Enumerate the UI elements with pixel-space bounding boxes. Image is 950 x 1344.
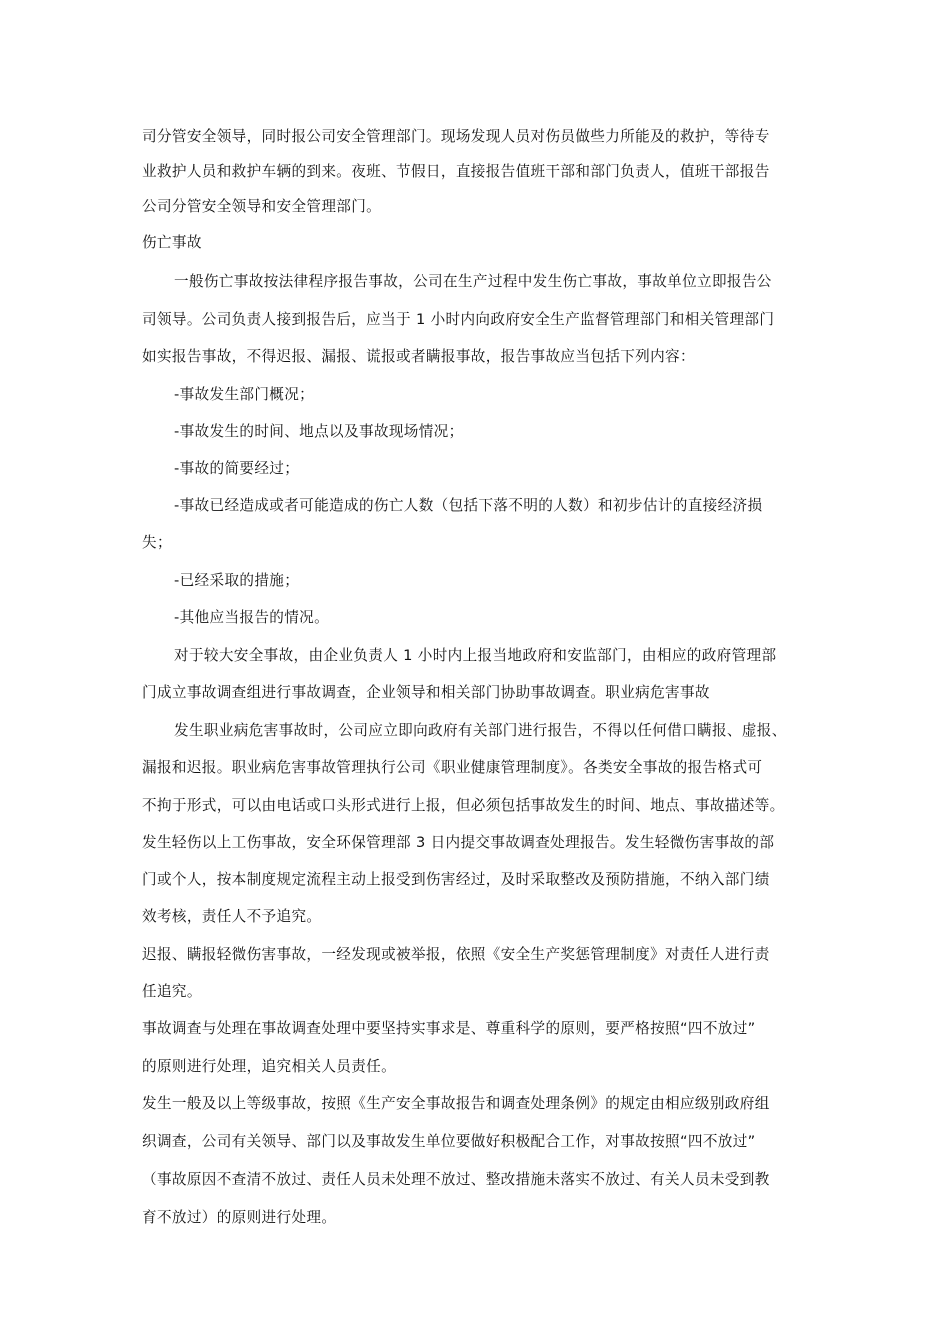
text-line: 发生轻伤以上工伤事故，安全环保管理部 3 日内提交事故调查处理报告。发生轻微伤害事故的部 — [142, 834, 775, 851]
text-line: 司领导。公司负责人接到报告后，应当于 1 小时内向政府安全生产监督管理部门和相关管理部门 — [142, 311, 775, 328]
text-line: 事故调查与处理在事故调查处理中要坚持实事求是、尊重科学的原则，要严格按照“四不放过” — [142, 1020, 756, 1037]
section-heading: 伤亡事故 — [142, 234, 202, 251]
text-line: 门成立事故调查组进行事故调查，企业领导和相关部门协助事故调查。职业病危害事故 — [142, 684, 710, 701]
text-line: 不拘于形式，可以由电话或口头形式进行上报，但必须包括事故发生的时间、地点、事故描述等。 — [142, 797, 785, 814]
text-line: 公司分管安全领导和安全管理部门。 — [142, 198, 382, 215]
text-line: 一般伤亡事故按法律程序报告事故，公司在生产过程中发生伤亡事故，事故单位立即报告公 — [174, 273, 772, 290]
list-item: -已经采取的措施； — [174, 572, 300, 589]
list-item: -其他应当报告的情况。 — [174, 609, 330, 626]
text-line: 任追究。 — [142, 983, 202, 1000]
text-line: 的原则进行处理，追究相关人员责任。 — [142, 1058, 397, 1075]
text-line: 门或个人，按本制度规定流程主动上报受到伤害经过，及时采取整改及预防措施，不纳入部门绩 — [142, 871, 770, 888]
text-line: 司分管安全领导，同时报公司安全管理部门。现场发现人员对伤员做些力所能及的救护，等待专 — [142, 128, 770, 145]
text-line: 迟报、瞒报轻微伤害事故，一经发现或被举报，依照《安全生产奖惩管理制度》对责任人进行责 — [142, 946, 770, 963]
list-item: -事故发生的时间、地点以及事故现场情况； — [174, 423, 464, 440]
text-line: 对于较大安全事故，由企业负责人 1 小时内上报当地政府和安监部门，由相应的政府管理部 — [174, 647, 777, 664]
text-line: 织调查，公司有关领导、部门以及事故发生单位要做好积极配合工作，对事故按照“四不放过” — [142, 1133, 756, 1150]
text-line: 业救护人员和救护车辆的到来。夜班、节假日，直接报告值班干部和部门负责人，值班干部报告 — [142, 163, 770, 180]
list-item: -事故发生部门概况； — [174, 386, 315, 403]
list-item: -事故的简要经过； — [174, 460, 300, 477]
text-line: （事故原因不查清不放过、责任人员未处理不放过、整改措施未落实不放过、有关人员未受到教 — [142, 1171, 770, 1188]
text-line: 效考核，责任人不予追究。 — [142, 908, 322, 925]
text-line: 如实报告事故，不得迟报、漏报、谎报或者瞒报事故，报告事故应当包括下列内容： — [142, 348, 695, 365]
text-line: 发生一般及以上等级事故，按照《生产安全事故报告和调查处理条例》的规定由相应级别政府组 — [142, 1095, 770, 1112]
list-item: -事故已经造成或者可能造成的伤亡人数（包括下落不明的人数）和初步估计的直接经济损 — [174, 497, 763, 514]
text-line: 育不放过）的原则进行处理。 — [142, 1209, 337, 1226]
text-line: 漏报和迟报。职业病危害事故管理执行公司《职业健康管理制度》。各类安全事故的报告格式可 — [142, 759, 763, 776]
text-line: 失； — [142, 534, 172, 551]
text-line: 发生职业病危害事故时，公司应立即向政府有关部门进行报告，不得以任何借口瞒报、虚报、 — [174, 722, 787, 739]
